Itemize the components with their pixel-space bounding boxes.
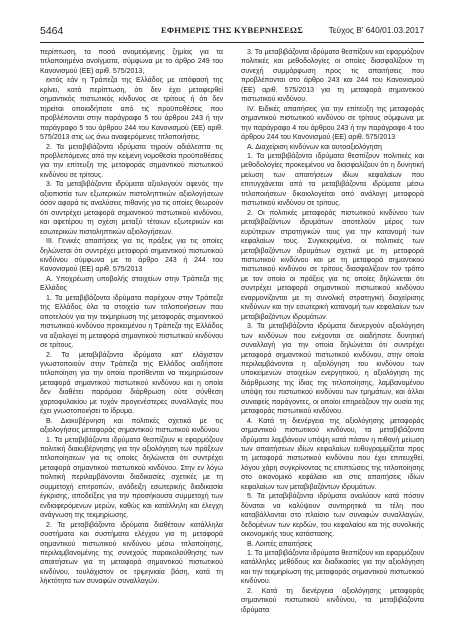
paragraph: εκτός εάν η Τράπεζα της Ελλάδος με απόφασή της κρίνει, κατά περίπτωση, ότι δεν έχει μεταφερθεί σημαντικός πιστωτικός κίνδυνος σε τρίτους ή ότι δεν τηρείται οποιαδήποτε από τις προϋποθέσεις που προβλέπονται στην παράγραφο 5 του άρθρου 243 ή την παράγραφο 5 του άρθρου 244 του Κανονισμού (ΕΕ) αριθ. 575/2013 στις ως άνω αναφερόμενες τιτλοποιήσεις.: [40, 77, 223, 142]
page-header: [40, 25, 424, 39]
right-column: [241, 48, 424, 615]
section-heading: III. Γενικές απαιτήσεις για τις πράξεις για τις οποίες δηλώνεται ότι συντρέχει μεταφορά σημαντικού πιστωτικού κινδύνου σύμφωνα με το άρθρο 243 ή 244 του Κανονισμού (ΕΕ) αριθ. 575/2013: [40, 238, 223, 274]
paragraph: 2. Τα μεταβιβάζοντα ιδρύματα τηρούν αδιάλειπτα τις προβλεπόμενες από την κείμενη νομοθεσία προϋποθέσεις για την επίτευξη της μεταφοράς σημαντικού πιστωτικού κινδύνου σε τρίτους.: [40, 143, 223, 179]
header-rule: [40, 42, 424, 43]
paragraph: 4. Κατά τη διενέργεια της αξιολόγησης μεταφοράς σημαντικού πιστωτικού κινδύνου, τα μεταβιβάζοντα ιδρύματα λαμβάνουν υπόψη κατά πόσον η πιθανή μείωση των απαιτήσεων ιδίων κεφαλαίων ευθυγραμμίζεται προς τη μεταφορά πιστωτικού κινδύνου που έχει επιτευχθεί, λόγου χάρη συγκρίνοντας τις επιπτώσεις της τιτλοποίησης στο οικονομικό κεφάλαιο και στις απαιτήσεις ιδίων κεφαλαίων των μεταβιβαζόντων ιδρυμάτων.: [241, 417, 424, 491]
paragraph: 2. Τα μεταβιβάζοντα ιδρύματα κατ' ελάχιστον γνωστοποιούν στην Τράπεζα της Ελλάδος οιαδήποτε τιτλοποίηση για την οποία προτίθενται να τεκμηριώσουν μεταφορά σημαντικού πιστωτικού κινδύνου και η οποία δεν διαθέτει παρόμοια διάρθρωση ούτε σύνθεση χαρτοφυλακίου με τυχόν προγενέστερες συναλλαγές που έχει γνωστοποιήσει το ίδρυμα.: [40, 351, 223, 416]
subsection-heading: Α. Διαχείριση κινδύνων και αυτοαξιολόγηση: [247, 143, 382, 151]
left-column: [40, 48, 223, 587]
issue-reference: Τεύχος Β' 640/01.03.2017: [328, 25, 424, 35]
paragraph: 3. Τα μεταβιβάζοντα ιδρύματα θεσπίζουν και εφαρμόζουν πολιτικές και μεθοδολογίες οι οποίες διασφαλίζουν τη συνεχή συμμόρφωση προς τις απαιτήσεις που προβλέπονται στο άρθρο 243 και 244 του Κανονισμού (ΕΕ) αριθ. 575/2013 για τη μεταφορά σημαντικού πιστωτικού κινδύνου.: [241, 49, 424, 104]
subsection-heading: Α. Υποχρέωση υποβολής στοιχείων στην Τράπεζα της Ελλάδος: [40, 275, 223, 293]
paragraph: 1. Τα μεταβιβάζοντα ιδρύματα θεσπίζουν και εφαρμόζουν κατάλληλες μεθόδους και διαδικασίες για την αξιολόγηση και την τεκμηρίωση της μεταφοράς σημαντικού πιστωτικού κινδύνου.: [241, 550, 424, 586]
page-number: 5464: [40, 25, 64, 37]
paragraph: περίπτωση, τα ποσά ανομειόμενης ζημίας για τα τιτλοποιημένα ανοίγματα, σύμφωνα με το άρθρο 249 του Κανονισμού (ΕΕ) αριθ. 575/2013,: [40, 49, 223, 75]
paragraph: 1. Τα μεταβιβάζοντα ιδρύματα παρέχουν στην Τράπεζα της Ελλάδος όλα τα στοιχεία των τιτλοποιήσεων που αποτελούν για την τεκμηρίωση της μεταφοράς σημαντικού πιστωτικού κινδύνου προκειμένου η Τράπεζα της Ελλάδος να αξιολογεί τη μεταφορά σημαντικού πιστωτικού κινδύνου σε τρίτους.: [40, 294, 223, 350]
paragraph: 3. Τα μεταβιβάζοντα ιδρύματα αξιολογούν αφενός την αξιοπιστία των εξωτερικών πιστοληπτικών αξιολογήσεων όσον αφορά τις αναλύσεις πιθανής για τις οποίες θεωρούν ότι συντρέχει μεταφορά σημαντικού πιστωτικού κινδύνου, και αφετέρου τη σχέση μεταξύ τέτοιων εξωτερικών και εσωτερικών πιστοληπτικών αξιολογήσεων.: [40, 181, 223, 236]
paragraph: 2. Τα μεταβιβάζοντα ιδρύματα διαθέτουν κατάλληλα συστήματα και συστήματα ελέγχου για τη μεταφορά σημαντικού πιστωτικού κινδύνου μέσω τιτλοποίησης, περιλαμβανομένης της συνεχούς παρακολούθησης των απαιτήσεων για τη μεταφορά σημαντικού πιστωτικού κινδύνου, τουλάχιστον σε τριμηνιαία βάση, κατά τη λήκτότητα των συναφών συναλλαγών.: [40, 521, 223, 586]
paragraph: 5. Τα μεταβιβάζοντα ιδρύματα αναλύουν κατά πόσον δύναται να καλύψουν συντηρητικά τα τέλη που καταβάλλονται στο πλαίσιο των συναφών συναλλαγών, δεδομένων των κερδών, του κεφαλαίου και της συνολικής οικονομικής τους κατάστασης.: [241, 493, 424, 539]
paragraph: 1. Τα μεταβιβάζοντα ιδρύματα θεσπίζουν πολιτικές και μεθοδολογίες προκειμένου να διασφαλίζουν ότι η δυνητική μείωση των απαιτήσεων ιδίων κεφαλαίων που επιτυγχάνεται από τα μεταβιβάζοντα ιδρύματα μέσω τιτλοποιήσεων δικαιολογείται από ανάλογη μεταφορά πιστωτικού κινδύνου σε τρίτους.: [241, 152, 424, 208]
paragraph: 3. Τα μεταβιβάζοντα ιδρύματα διενεργούν αξιολόγηση των κινδύνων που ενέχονται σε οιαδήποτε δυνητική συναλλαγή για την οποία δηλώνεται ότι συντρέχει μεταφορά σημαντικού πιστωτικού κινδύνου, στην οποία περιλαμβάνονται η αξιολόγηση του κινδύνου των υποκείμενων στοιχείων ενεργητικού, η αξιολόγηση της διάρθρωσης της ίδιας της τιτλοποίησης, λαμβανομένου υπόψη του πιστωτικού κινδύνου των τμημάτων, και άλλοι συναφείς παράγοντες, οι οποίοι επηρεάζουν την ουσία της μεταφοράς πιστωτικού κινδύνου.: [241, 323, 424, 416]
paragraph: 2. Οι πολιτικές μεταφοράς πιστωτικού κινδύνου των μεταβιβαζόντων ιδρυμάτων αποτελούν μέρος των ευρύτερων στρατηγικών τους για την κατανομή των κεφαλαίων τους. Συγκεκριμένα, οι πολιτικές των μεταβιβαζόντων ιδρυμάτων σχετικά με τη μεταφορά πιστωτικού κινδύνου και με τη μεταφορά σημαντικού πιστωτικού κινδύνου σε τρίτους διασφαλίζουν τον τρόπο με τον οποίο οι πράξεις για τις οποίες δηλώνεται ότι συντρέχει μεταφορά σημαντικού πιστωτικού κινδύνου εναρμονίζονται με τη συνολική στρατηγική διαχείρισης κινδύνων και την εσωτερική κατανομή των κεφαλαίων των μεταβιβαζόντων ιδρυμάτων.: [241, 209, 424, 321]
paragraph: 1. Τα μεταβιβάζοντα ιδρύματα θεσπίζουν κι εφαρμόζουν πολιτική διακυβέρνησης για την αξιολόγηση των πράξεων τιτλοποίησεων για τις οποίες δηλώνεται ότι συντρέχει μεταφορά σημαντικού πιστωτικού κινδύνου. Στην εν λόγω πολιτική περιλαμβάνονται διαδικασίες σχετικές με τη συμμετοχή επιτροπών, ανάδειξη εσωτερικής διαδικασία έγκρισης, αποδείξεις για την προσήκουσα συμμετοχή των ενδιαφερόμενων μερών, καθώς και κατάλληλη και έλεγχη ανάγνωση της τεκμηρίωσης.: [40, 436, 223, 520]
subsection-heading: Β. Διακυβέρνηση και πολιτικές σχετικά με τις αξιολογήσεις μεταφοράς σημαντικού πιστωτικού κινδύνου: [40, 417, 223, 435]
paragraph: 2. Κατά τη διενέργεια αξιολόγησης μεταφοράς σημαντικού πιστωτικού κινδύνου, τα μεταβιβάζοντα ιδρύματα: [241, 587, 424, 614]
gazette-title: ΕΦΗΜΕΡΙΣ ΤΗΣ ΚΥΒΕΡΝΗΣΕΩΣ: [160, 25, 304, 35]
subsection-heading: Β. Λοιπές απαιτήσεις: [247, 540, 313, 548]
section-heading: IV. Ειδικές απαιτήσεις για την επίτευξη της μεταφοράς σημαντικού πιστωτικού κινδύνου σε τρίτους σύμφωνα με την παράγραφο 4 του άρθρου 243 ή την παράγραφο 4 του άρθρου 244 του Κανονισμού (ΕΕ) αριθ. 575/2013: [241, 105, 424, 142]
